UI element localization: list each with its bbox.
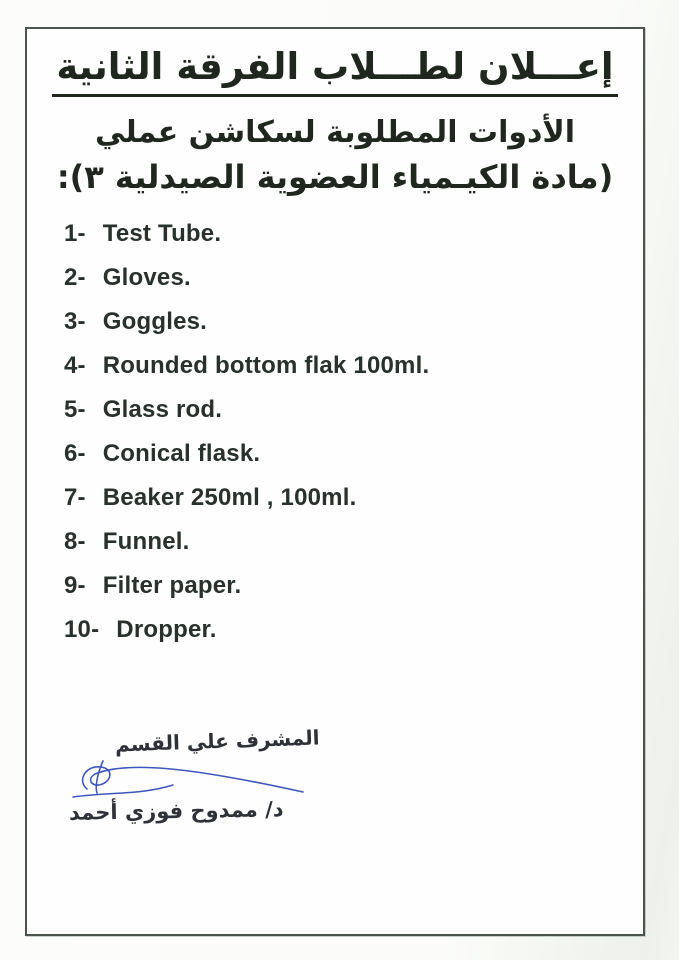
item-text: Beaker 250ml , 100ml. <box>102 483 357 511</box>
item-text: Conical flask. <box>102 439 261 467</box>
item-number: 1- <box>64 219 86 247</box>
item-number: 7- <box>64 483 86 511</box>
list-item <box>64 388 643 432</box>
signature-role: المشرف علي القسم <box>114 725 320 757</box>
item-number: 3- <box>64 307 86 335</box>
scanned-announcement-page <box>25 27 645 936</box>
list-item <box>64 432 643 476</box>
item-text: Goggles. <box>102 307 208 335</box>
list-item <box>64 300 643 344</box>
signature-name: د/ ممدوح فوزي أحمد <box>68 797 284 825</box>
list-item <box>64 256 643 300</box>
list-item <box>64 476 643 520</box>
item-number: 8- <box>64 527 86 555</box>
list-item <box>64 212 643 256</box>
item-text: Dropper. <box>116 615 217 643</box>
item-number: 2- <box>64 263 86 291</box>
subtitle-line-2: (مادة الكيـمياء العضوية الصيدلية ٣): <box>56 157 614 196</box>
item-text: Gloves. <box>102 263 191 291</box>
item-number: 5- <box>64 395 86 423</box>
subtitle-line-1: الأدوات المطلوبة لسكاشن عملي <box>94 115 576 151</box>
item-text: Filter paper. <box>102 571 242 599</box>
list-item <box>64 344 643 388</box>
item-number: 9- <box>64 571 86 599</box>
signature-scribble <box>69 755 319 803</box>
item-text: Rounded bottom flak 100ml. <box>102 351 430 379</box>
item-text: Funnel. <box>102 527 190 555</box>
item-text: Glass rod. <box>102 395 223 423</box>
list-item <box>64 608 643 652</box>
announcement-subtitle <box>27 114 643 197</box>
list-item <box>64 564 643 608</box>
signature-block <box>68 725 369 825</box>
title-wrap <box>27 43 643 97</box>
announcement-title: إعـــلان لطـــلاب الفرقة الثانية <box>52 43 617 97</box>
list-item <box>64 520 643 564</box>
item-number: 6- <box>64 439 86 467</box>
item-number: 4- <box>64 351 86 379</box>
item-text: Test Tube. <box>102 219 222 247</box>
item-number: 10- <box>64 615 100 643</box>
required-tools-list <box>27 212 643 652</box>
